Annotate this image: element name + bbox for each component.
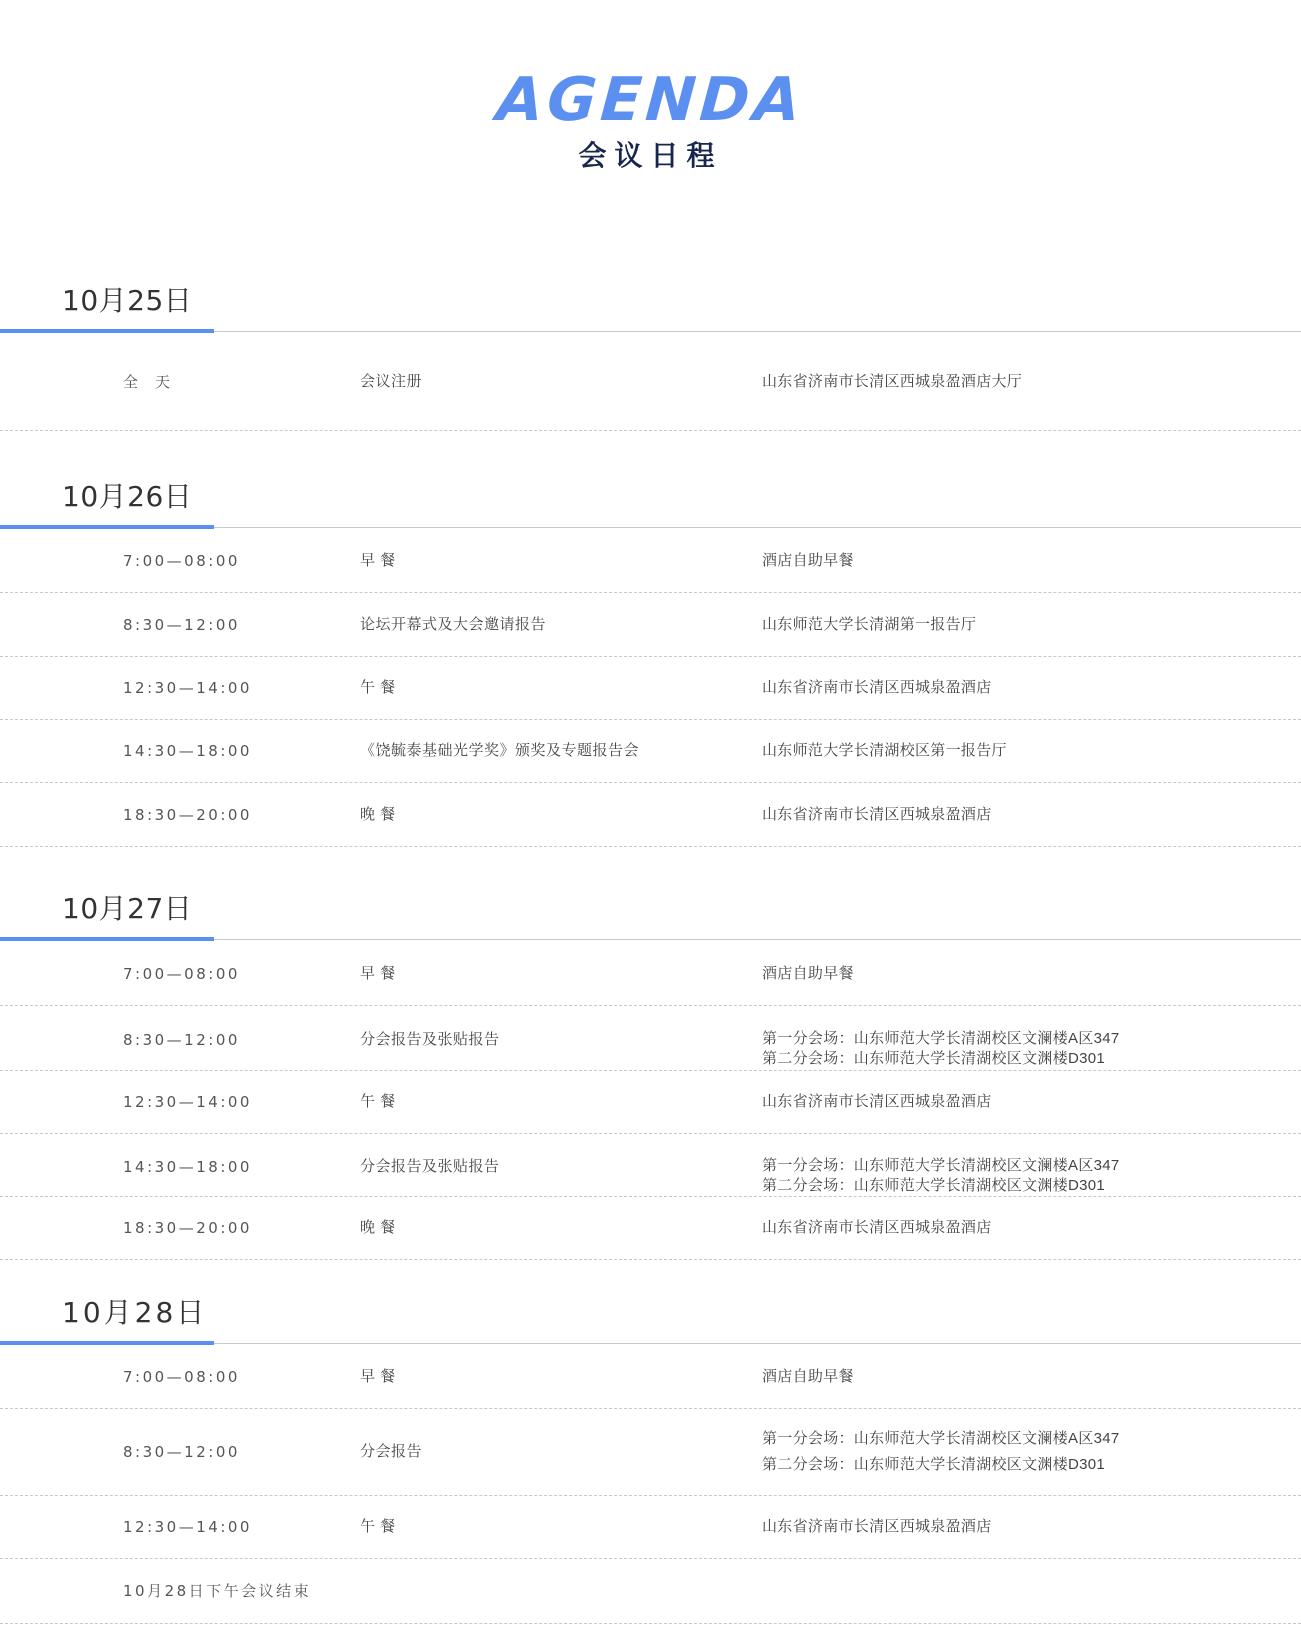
row-location: [762, 805, 992, 825]
schedule-row: [0, 1197, 1301, 1260]
row-event: 午 餐: [360, 1518, 396, 1535]
row-location: [762, 615, 976, 635]
agenda-header: [0, 64, 1301, 174]
location-line: 山东省济南市长清区西城泉盈酒店: [762, 679, 992, 696]
agenda-subtitle: 会议日程: [578, 139, 723, 172]
day-section: [0, 282, 1301, 431]
row-event: 早 餐: [360, 1368, 396, 1385]
location-line: 第二分会场：山东师范大学长清湖校区文渊楼D301: [762, 1456, 1106, 1473]
location-line: 第二分会场：山东师范大学长清湖校区文渊楼D301: [762, 1050, 1106, 1067]
row-time: 12:30—14:00: [123, 1093, 252, 1111]
row-event: 晚 餐: [360, 805, 396, 823]
day-accent-bar: [0, 329, 214, 333]
row-location: [762, 551, 854, 571]
day-section: [0, 890, 1301, 1260]
row-event: 分会报告: [360, 1443, 423, 1460]
row-location: [762, 1029, 1120, 1069]
row-event: 午 餐: [360, 679, 396, 696]
row-event: 晚 餐: [360, 1219, 396, 1236]
location-line: 第一分会场：山东师范大学长清湖校区文澜楼A区347: [762, 1030, 1120, 1047]
location-line: 山东省济南市长清区西城泉盈酒店: [762, 1219, 992, 1236]
day-date: 10月28日: [62, 1296, 208, 1329]
row-event: 分会报告及张贴报告: [360, 1158, 500, 1175]
row-time: 14:30—18:00: [123, 1158, 252, 1176]
schedule-row: [0, 657, 1301, 720]
location-line: 山东师范大学长清湖校区第一报告厅: [762, 742, 1007, 759]
day-accent-bar: [0, 1341, 214, 1345]
location-line: 山东省济南市长清区西城泉盈酒店大厅: [762, 373, 1023, 390]
row-time: 14:30—18:00: [123, 742, 252, 760]
row-time: 8:30—12:00: [123, 1443, 240, 1461]
row-location: [762, 1426, 1120, 1478]
schedule-row: [0, 1409, 1301, 1496]
location-line: 山东师范大学长清湖第一报告厅: [762, 615, 977, 633]
row-location: [762, 1517, 992, 1537]
row-event: 早 餐: [360, 964, 396, 982]
row-location: [762, 372, 1022, 392]
schedule-row: [0, 593, 1301, 657]
day-date: 10月25日: [62, 284, 193, 317]
day-header: [0, 890, 1301, 942]
row-time: 12:30—14:00: [123, 1518, 252, 1536]
row-time: 全 天: [123, 373, 173, 391]
row-location: [762, 1156, 1120, 1196]
location-line: 酒店自助早餐: [762, 1368, 854, 1385]
row-event: 《饶毓泰基础光学奖》颁奖及专题报告会: [360, 742, 640, 759]
row-location: [762, 1367, 854, 1387]
row-time: 7:00—08:00: [123, 1368, 240, 1386]
row-location: [762, 1218, 992, 1238]
row-time: 12:30—14:00: [123, 679, 252, 697]
row-location: [762, 678, 992, 698]
day-accent-bar: [0, 937, 214, 941]
day-header: [0, 1294, 1301, 1346]
day-header: [0, 478, 1301, 530]
schedule-row: [0, 1346, 1301, 1409]
agenda-title: AGENDA: [494, 65, 807, 135]
row-event: 午 餐: [360, 1093, 396, 1110]
schedule-row: [0, 1006, 1301, 1071]
schedule-row: [0, 720, 1301, 783]
schedule-row: [0, 1496, 1301, 1559]
location-line: 酒店自助早餐: [762, 552, 854, 569]
day-header: [0, 282, 1301, 334]
row-location: [762, 964, 854, 984]
row-event: 会议注册: [360, 373, 423, 390]
schedule-row: [0, 1071, 1301, 1134]
row-event: 分会报告及张贴报告: [360, 1031, 500, 1048]
location-line: 第一分会场：山东师范大学长清湖校区文澜楼A区347: [762, 1430, 1120, 1447]
location-line: 第二分会场：山东师范大学长清湖校区文渊楼D301: [762, 1177, 1106, 1194]
schedule-row: [0, 942, 1301, 1006]
schedule-row: [0, 530, 1301, 593]
row-time: 18:30—20:00: [123, 1219, 252, 1237]
day-accent-bar: [0, 525, 214, 529]
row-location: [762, 1092, 992, 1112]
location-line: 酒店自助早餐: [762, 964, 854, 982]
day-date: 10月27日: [62, 892, 193, 925]
row-location: [762, 741, 1007, 761]
day-date: 10月26日: [62, 480, 193, 513]
location-line: 第一分会场：山东师范大学长清湖校区文澜楼A区347: [762, 1157, 1120, 1174]
location-line: 山东省济南市长清区西城泉盈酒店: [762, 1518, 992, 1535]
row-event: 论坛开幕式及大会邀请报告: [360, 615, 547, 633]
location-line: 山东省济南市长清区西城泉盈酒店: [762, 1093, 992, 1110]
row-time: 18:30—20:00: [123, 805, 252, 824]
row-time: 7:00—08:00: [123, 552, 240, 570]
row-time: 8:30—12:00: [123, 615, 240, 634]
location-line: 山东省济南市长清区西城泉盈酒店: [762, 805, 992, 823]
row-time: 7:00—08:00: [123, 964, 240, 983]
row-time: 8:30—12:00: [123, 1031, 240, 1049]
schedule-row: [0, 1134, 1301, 1197]
schedule-row: [0, 334, 1301, 431]
row-event: 早 餐: [360, 552, 396, 569]
day-section: [0, 1294, 1301, 1624]
closing-row: [0, 1559, 1301, 1624]
closing-note: 10月28日下午会议结束: [123, 1582, 312, 1600]
schedule-row: [0, 783, 1301, 847]
day-section: [0, 478, 1301, 847]
